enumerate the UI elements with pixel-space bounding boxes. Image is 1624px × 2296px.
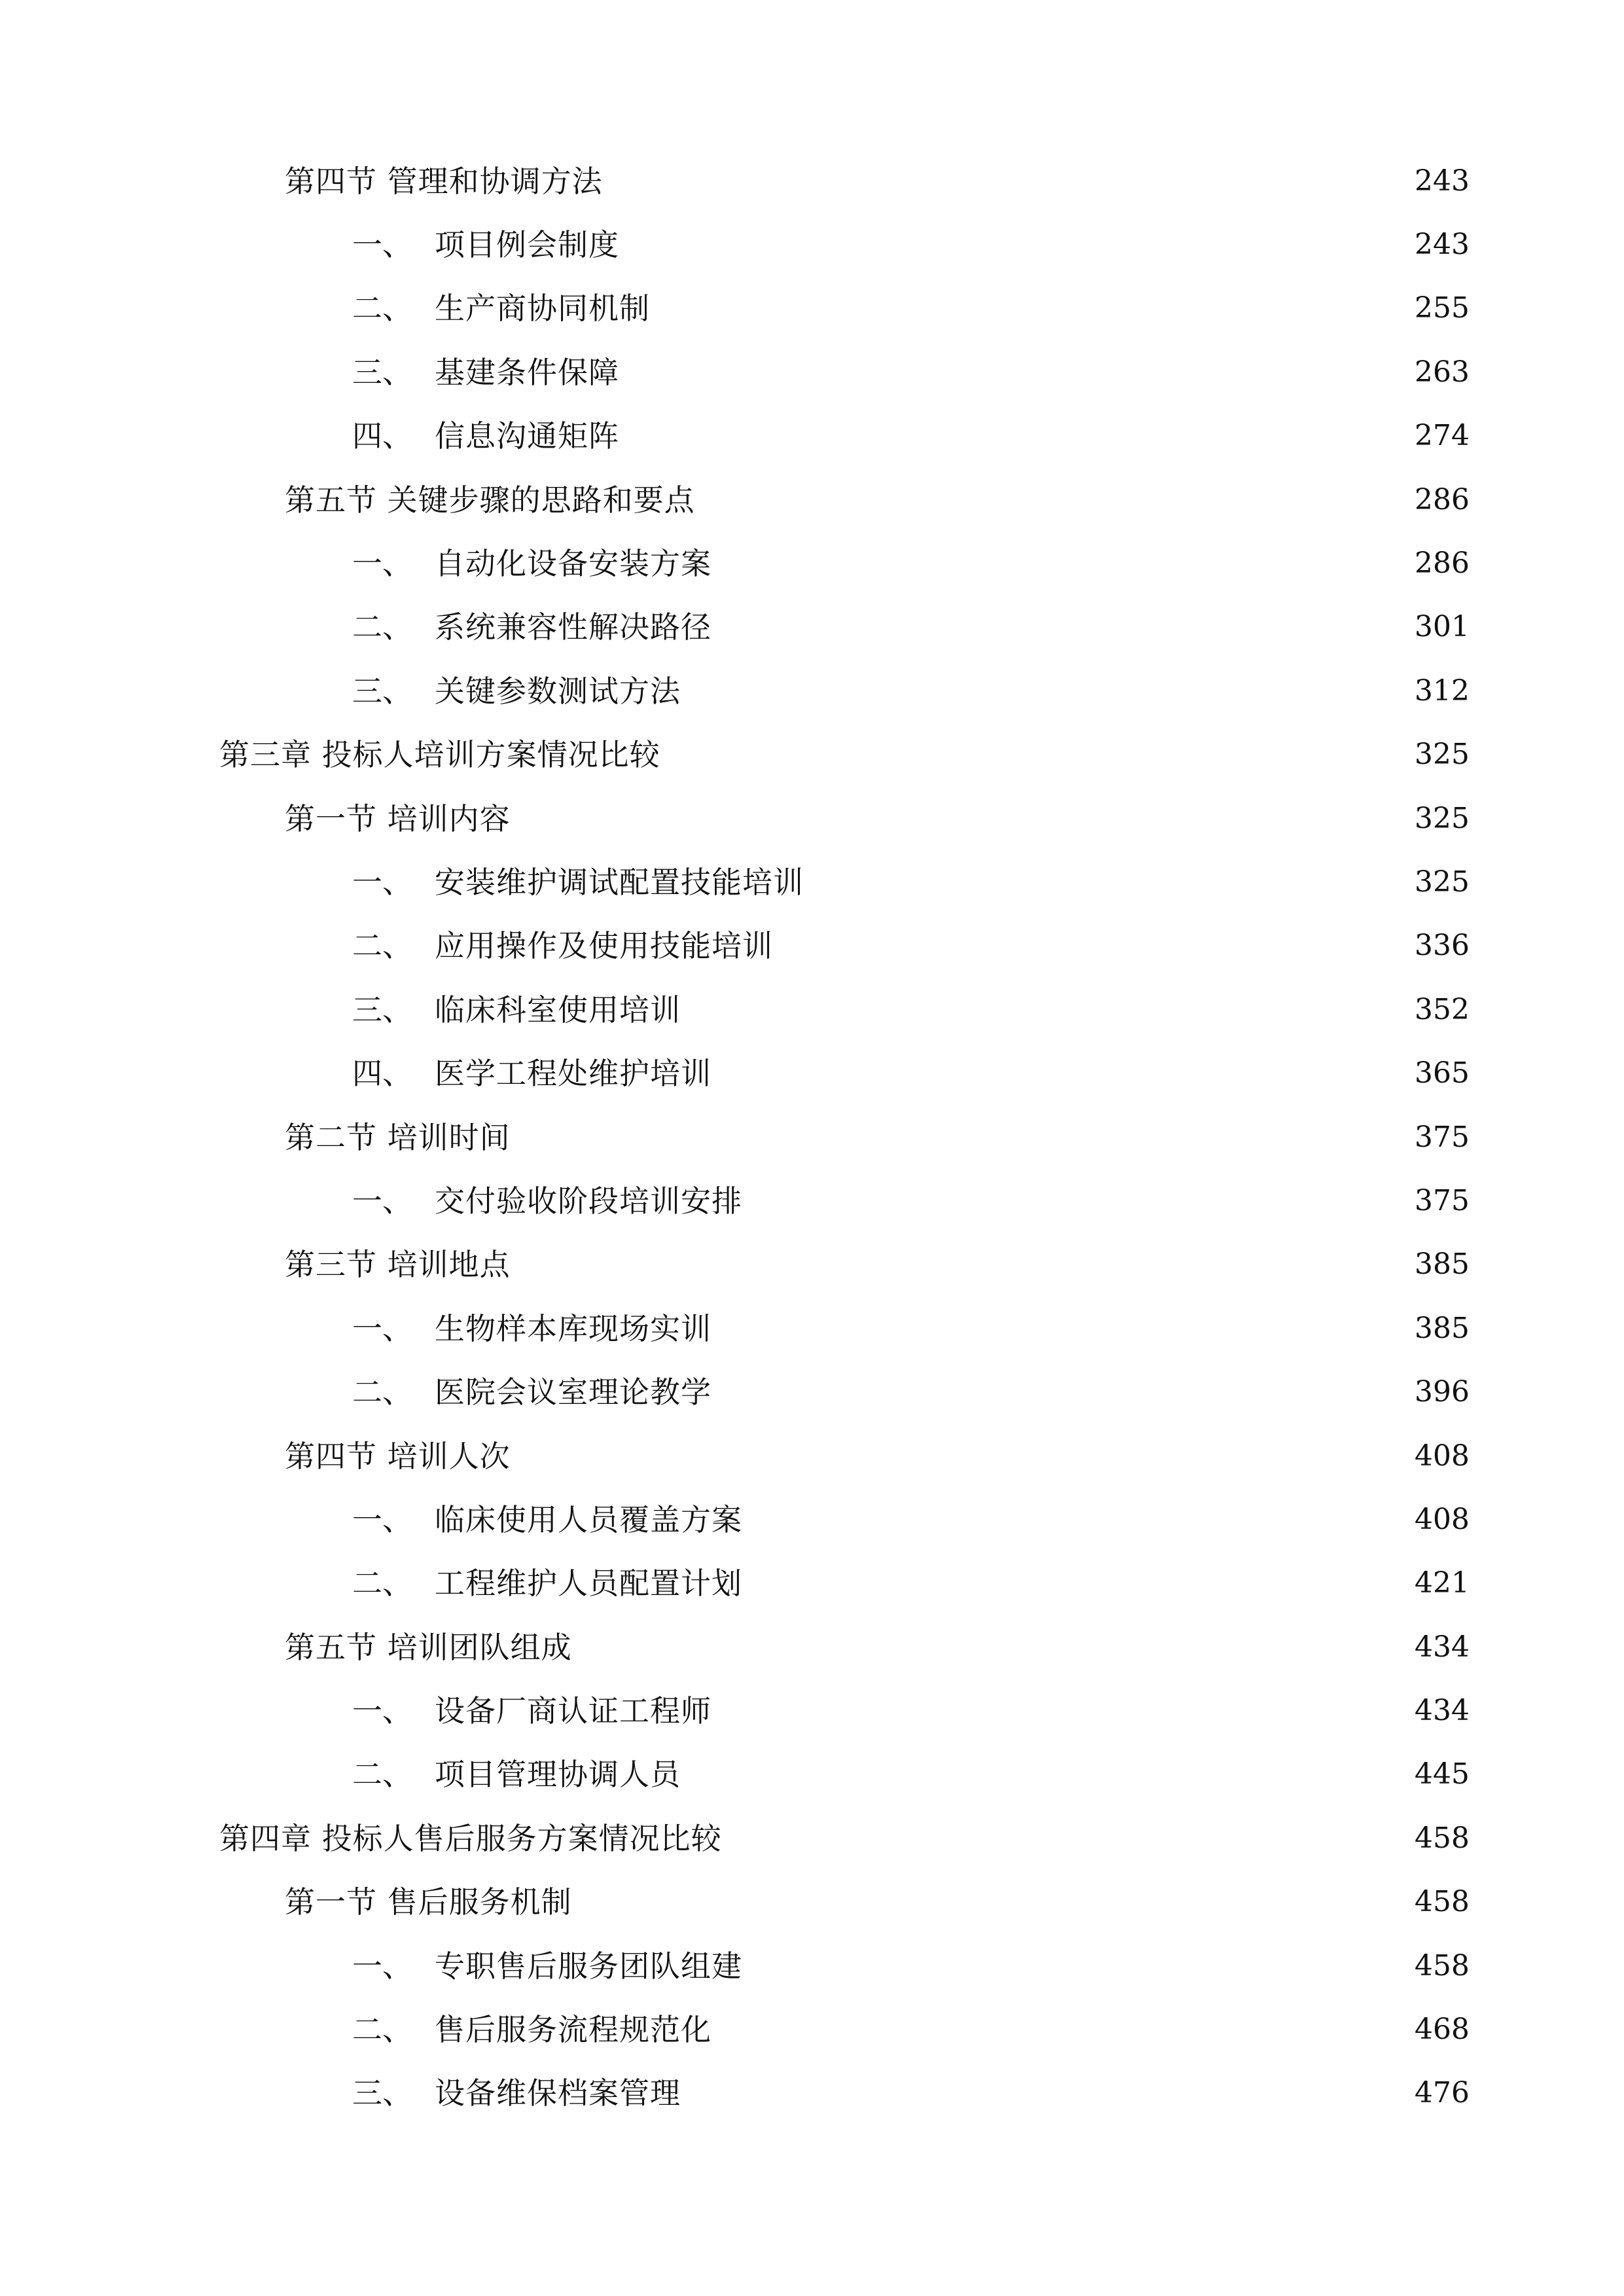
toc-subsection-entry[interactable] [0,850,1624,914]
toc-page-number: 243 [1415,228,1470,262]
toc-entry-title: 第五节 培训团队组成 [285,1629,572,1665]
toc-entry-title: 基建条件保障 [435,354,619,390]
toc-entry-title: 医学工程处维护培训 [435,1056,712,1092]
toc-entry-number: 三、 [352,673,412,709]
toc-entry-title: 系统兼容性解决路径 [435,609,712,645]
dot-leader [609,166,1404,196]
toc-page-number: 421 [1415,1566,1470,1600]
toc-subsection-entry[interactable] [0,340,1624,404]
toc-section-entry[interactable] [0,1615,1624,1679]
dot-leader [749,1568,1404,1598]
toc-page-number: 385 [1415,1311,1470,1345]
toc-section-entry[interactable] [0,1424,1624,1488]
toc-page-number: 255 [1415,291,1470,325]
toc-entry-title: 生物样本库现场实训 [435,1310,712,1346]
dot-leader [718,612,1404,642]
toc-entry-number: 二、 [352,1757,412,1793]
toc-page-number: 458 [1415,1948,1470,1982]
dot-leader [718,1314,1404,1344]
toc-subsection-entry[interactable] [0,2062,1624,2125]
toc-page-number: 408 [1415,1502,1470,1536]
toc-page-number: 434 [1415,1630,1470,1664]
toc-entry-number: 三、 [352,992,412,1028]
toc-subsection-entry[interactable] [0,659,1624,723]
dot-leader [718,1058,1404,1088]
toc-entry-title: 第四章 投标人售后服务方案情况比较 [219,1820,722,1856]
toc-chapter-entry[interactable] [0,1806,1624,1870]
toc-entry-title: 临床科室使用培训 [435,992,681,1028]
toc-entry-title: 项目例会制度 [435,227,619,263]
toc-page-number: 385 [1415,1247,1470,1282]
dot-leader [729,1823,1404,1854]
toc-subsection-entry[interactable] [0,978,1624,1041]
toc-entry-title: 设备厂商认证工程师 [435,1693,712,1729]
dot-leader [579,1632,1404,1662]
toc-subsection-entry[interactable] [0,1998,1624,2061]
toc-entry-number: 一、 [352,227,412,263]
toc-entry-number: 二、 [352,291,412,327]
toc-subsection-entry[interactable] [0,277,1624,340]
toc-section-entry[interactable] [0,1871,1624,1934]
toc-section-entry[interactable] [0,1233,1624,1297]
dot-leader [810,867,1404,897]
toc-entry-title: 医院会议室理论教学 [435,1374,712,1410]
toc-entry-title: 交付验收阶段培训安排 [435,1183,742,1219]
toc-page-number: 375 [1415,1120,1470,1154]
dot-leader [780,931,1404,961]
toc-entry-title: 第一节 售后服务机制 [285,1884,572,1920]
toc-page-number: 263 [1415,355,1470,389]
toc-page-number: 286 [1415,547,1470,581]
toc-entry-title: 应用操作及使用技能培训 [435,928,773,964]
toc-subsection-entry[interactable] [0,1041,1624,1105]
toc-page-number: 476 [1415,2076,1470,2110]
toc-entry-title: 第四节 管理和协调方法 [285,163,603,199]
dot-leader [687,676,1404,706]
toc-entry-title: 售后服务流程规范化 [435,2012,712,2048]
toc-entry-title: 工程维护人员配置计划 [435,1566,742,1602]
toc-page-number: 274 [1415,419,1470,453]
dot-leader [749,1951,1404,1981]
toc-entry-number: 一、 [352,864,412,900]
toc-chapter-entry[interactable] [0,723,1624,787]
dot-leader [749,1186,1404,1216]
toc-page-number: 336 [1415,929,1470,963]
toc-entry-number: 二、 [352,609,412,645]
toc-page-number: 243 [1415,164,1470,198]
toc-page-number: 458 [1415,1885,1470,1919]
toc-page-number: 312 [1415,673,1470,708]
toc-entry-number: 二、 [352,1374,412,1410]
toc-page-number: 365 [1415,1056,1470,1090]
toc-entry-number: 二、 [352,2012,412,2048]
dot-leader [687,995,1404,1025]
dot-leader [749,1505,1404,1535]
toc-entry-number: 二、 [352,928,412,964]
dot-leader [687,1759,1404,1789]
dot-leader [517,1441,1404,1471]
toc-entry-title: 第一节 培训内容 [285,800,511,836]
toc-entry-title: 设备维保档案管理 [435,2075,681,2111]
toc-subsection-entry[interactable] [0,213,1624,276]
toc-page-number: 434 [1415,1694,1470,1728]
toc-section-entry[interactable] [0,468,1624,531]
toc-page-number: 325 [1415,738,1470,772]
table-of-contents [0,149,1624,2125]
toc-entry-title: 第五节 关键步骤的思路和要点 [285,482,695,518]
toc-page-number: 396 [1415,1375,1470,1409]
toc-page-number: 325 [1415,865,1470,899]
toc-page-number: 445 [1415,1757,1470,1791]
toc-subsection-entry[interactable] [0,1679,1624,1742]
toc-page-number: 286 [1415,482,1470,516]
toc-entry-number: 一、 [352,1693,412,1729]
dot-leader [626,230,1404,260]
toc-page-number: 325 [1415,801,1470,835]
toc-subsection-entry[interactable] [0,404,1624,468]
toc-subsection-entry[interactable] [0,531,1624,595]
dot-leader [579,1887,1404,1917]
toc-subsection-entry[interactable] [0,1743,1624,1806]
toc-entry-title: 生产商协同机制 [435,291,650,327]
toc-page-number: 408 [1415,1439,1470,1473]
toc-subsection-entry[interactable] [0,1488,1624,1551]
toc-entry-title: 专职售后服务团队组建 [435,1948,742,1984]
toc-entry-title: 自动化设备安装方案 [435,546,712,582]
toc-entry-number: 三、 [352,2075,412,2111]
toc-entry-number: 三、 [352,354,412,390]
toc-page-number: 352 [1415,992,1470,1026]
dot-leader [657,293,1404,323]
toc-page-number: 301 [1415,610,1470,644]
toc-page-number: 468 [1415,2013,1470,2047]
toc-entry-title: 第三章 投标人培训方案情况比较 [219,737,660,773]
toc-entry-title: 临床使用人员覆盖方案 [435,1501,742,1537]
toc-entry-title: 第二节 培训时间 [285,1119,511,1155]
toc-entry-number: 一、 [352,1948,412,1984]
toc-entry-number: 一、 [352,546,412,582]
toc-entry-title: 关键参数测试方法 [435,673,681,709]
toc-entry-number: 四、 [352,1056,412,1092]
dot-leader [517,804,1404,834]
toc-entry-title: 第四节 培训人次 [285,1438,511,1474]
toc-page-number: 375 [1415,1183,1470,1217]
dot-leader [517,1249,1404,1280]
toc-entry-title: 安装维护调试配置技能培训 [435,864,804,900]
dot-leader [702,485,1404,515]
toc-entry-title: 第三节 培训地点 [285,1247,511,1283]
toc-subsection-entry[interactable] [0,1360,1624,1424]
dot-leader [667,740,1404,770]
dot-leader [626,421,1404,451]
dot-leader [517,1122,1404,1153]
toc-entry-number: 二、 [352,1566,412,1602]
toc-section-entry[interactable] [0,1105,1624,1169]
toc-section-entry[interactable] [0,149,1624,213]
toc-subsection-entry[interactable] [0,914,1624,978]
toc-entry-title: 信息沟通矩阵 [435,418,619,454]
toc-entry-number: 四、 [352,418,412,454]
dot-leader [626,357,1404,387]
toc-entry-number: 一、 [352,1183,412,1219]
toc-entry-number: 一、 [352,1501,412,1537]
toc-subsection-entry[interactable] [0,1297,1624,1360]
toc-page-number: 458 [1415,1821,1470,1855]
toc-subsection-entry[interactable] [0,1552,1624,1615]
dot-leader [718,1696,1404,1726]
dot-leader [718,548,1404,579]
dot-leader [718,1377,1404,1407]
toc-subsection-entry[interactable] [0,596,1624,659]
toc-subsection-entry[interactable] [0,1934,1624,1998]
toc-section-entry[interactable] [0,787,1624,850]
toc-subsection-entry[interactable] [0,1169,1624,1232]
toc-entry-number: 一、 [352,1310,412,1346]
toc-entry-title: 项目管理协调人员 [435,1757,681,1793]
dot-leader [718,2015,1404,2045]
dot-leader [687,2078,1404,2108]
